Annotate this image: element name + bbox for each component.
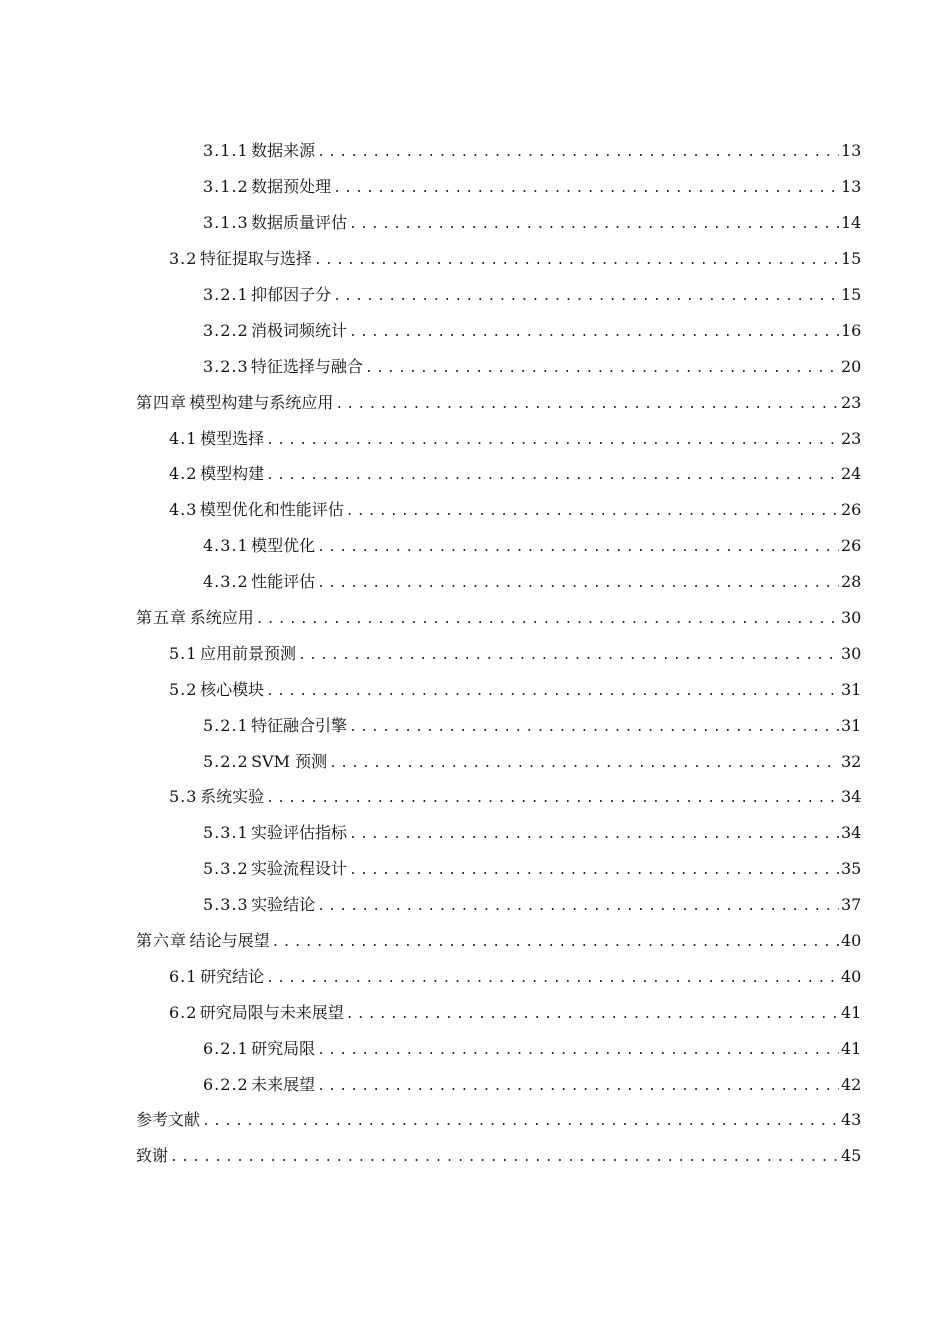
toc-entry-title: 参考文献 [136,1110,201,1130]
toc-entry-row [169,426,862,449]
toc-entry-title: 数据来源 [251,141,316,161]
toc-dot-leader [333,181,839,196]
toc-entry-page-number: 26 [841,500,862,520]
toc-entry[interactable] [0,670,950,706]
toc-dot-leader [349,325,839,340]
toc-entry-page-number: 26 [841,536,862,556]
toc-entry-title: 模型优化 [251,536,316,556]
toc-entry-page-number: 30 [841,643,862,663]
toc-entry-page-number: 41 [841,1038,862,1058]
toc-entry-page-number: 45 [841,1146,862,1166]
toc-entry[interactable] [0,419,950,455]
toc-entry-number: 4.3 [169,500,198,520]
toc-entry-title: 数据预处理 [251,177,332,197]
toc-entry-row [136,928,862,951]
toc-dot-leader [256,612,839,627]
toc-dot-leader [266,684,839,699]
toc-dot-leader [317,1079,839,1094]
toc-entry-number: 5.2 [169,679,198,699]
toc-entry-title: SVM 预测 [251,751,328,771]
toc-entry[interactable] [0,563,950,599]
toc-entry-title: 特征融合引擎 [250,715,347,735]
toc-entry-row [169,461,862,484]
toc-entry-title: 数据质量评估 [250,213,347,233]
toc-entry-number: 4.1 [169,428,198,448]
toc-entry[interactable] [0,491,950,527]
toc-dot-leader [202,1114,839,1129]
toc-dot-leader [329,756,839,771]
toc-entry[interactable] [0,634,950,670]
toc-entry-row [169,246,862,269]
toc-entry-title: 结论与展望 [189,931,270,951]
toc-entry[interactable] [0,383,950,419]
toc-entry-number: 5.3.3 [203,895,249,915]
toc-dot-leader [346,1007,839,1022]
toc-entry-row [169,964,862,987]
toc-entry[interactable] [0,706,950,742]
toc-entry-title: 未来展望 [251,1074,316,1094]
toc-entry-page-number: 40 [841,966,862,986]
toc-entry-title: 系统应用 [189,608,254,628]
toc-entry-row [169,497,862,520]
toc-dot-leader [317,1043,839,1058]
toc-dot-leader [349,863,839,878]
toc-entry-page-number: 16 [841,320,862,340]
toc-entry-row [203,749,862,772]
toc-entry[interactable] [0,1029,950,1065]
toc-entry[interactable] [0,778,950,814]
toc-entry-page-number: 31 [841,715,862,735]
toc-entry-row [136,1107,862,1130]
toc-entry-page-number: 40 [841,931,862,951]
toc-entry[interactable] [0,276,950,312]
toc-dot-leader [170,1150,839,1165]
toc-dot-leader [266,433,839,448]
toc-entry-title: 抑郁因子分 [251,285,332,304]
toc-entry-number: 6.1 [169,966,198,986]
toc-entry-row [203,174,862,197]
toc-entry-title: 特征选择与融合 [250,356,363,376]
toc-entry-title: 模型构建与系统应用 [189,392,334,412]
toc-entry-number: 5.2.1 [203,715,249,735]
toc-entry-number: 3.2.1 [203,285,249,304]
toc-entry[interactable] [0,599,950,635]
toc-entry-title: 消极词频统计 [250,320,347,340]
toc-entry-row [203,533,862,556]
toc-entry-number: 5.3.1 [203,823,249,843]
toc-entry-row [203,892,862,915]
toc-entry-title: 实验流程设计 [250,859,347,879]
toc-entry-page-number: 31 [841,679,862,699]
toc-entry-row [203,138,862,161]
toc-entry-number: 5.2.2 [203,751,249,771]
toc-entry-row [203,282,862,305]
toc-entry[interactable] [0,1065,950,1101]
toc-entry[interactable] [0,850,950,886]
toc-dot-leader [317,540,839,555]
toc-entry-page-number: 15 [840,249,862,269]
toc-entry-number: 3.1.2 [203,177,249,197]
toc-entry-number: 3.2 [169,249,198,269]
toc-entry-title: 核心模块 [200,679,265,699]
toc-dot-leader [266,468,839,483]
toc-entry-row [169,1000,862,1023]
toc-entry-row [169,641,862,664]
toc-entry-title: 模型构建 [200,464,265,484]
toc-entry-number: 6.2.2 [203,1074,249,1094]
toc-entry-row [203,1072,862,1095]
toc-dot-leader [317,576,839,591]
toc-entry-page-number: 30 [841,608,862,628]
toc-entry-title: 性能评估 [251,572,316,592]
toc-entry[interactable] [0,922,950,958]
toc-entry-number: 5.1 [169,643,198,663]
toc-entry-number: 5.3 [169,787,198,807]
toc-entry[interactable] [0,168,950,204]
table-of-contents [0,132,950,1173]
toc-entry-number: 6.2 [169,1002,198,1022]
toc-dot-leader [346,504,839,519]
toc-entry-number: 3.1.1 [203,141,249,161]
toc-entry-number: 3.2.3 [203,356,249,376]
toc-entry-number: 3.1.3 [203,213,249,233]
toc-entry-page-number: 42 [841,1074,862,1094]
toc-entry-row [136,390,862,413]
toc-entry[interactable] [0,132,950,168]
toc-entry-row [203,354,862,377]
toc-entry-title: 特征提取与选择 [199,249,312,269]
toc-entry-number: 5.3.2 [203,859,249,879]
toc-entry-row [203,210,862,233]
toc-entry-row [169,784,862,807]
toc-entry-page-number: 37 [841,895,862,915]
toc-entry-page-number: 20 [841,356,862,376]
toc-entry-page-number: 32 [841,751,862,771]
toc-entry-number: 6.2.1 [203,1038,249,1058]
toc-dot-leader [333,289,839,304]
toc-entry-title: 致谢 [136,1146,169,1166]
toc-entry-number: 第四章 [136,392,188,412]
toc-entry[interactable] [0,347,950,383]
toc-dot-leader [317,145,839,160]
toc-dot-leader [335,397,839,412]
toc-dot-leader [317,899,839,914]
toc-entry-page-number: 43 [841,1110,862,1130]
toc-entry-page-number: 15 [841,285,862,304]
toc-entry-row [203,1036,862,1059]
toc-entry-title: 模型选择 [200,428,265,448]
toc-dot-leader [349,720,839,735]
toc-entry[interactable] [0,993,950,1029]
toc-entry-page-number: 24 [841,464,862,484]
toc-entry-title: 实验评估指标 [250,823,347,843]
toc-entry-row [203,856,862,879]
toc-dot-leader [272,935,839,950]
toc-entry-title: 应用前景预测 [199,643,296,663]
toc-entry[interactable] [0,204,950,240]
toc-entry-row [169,677,862,700]
toc-entry-page-number: 13 [841,141,862,161]
toc-entry-row [136,1143,862,1166]
toc-entry-row [203,569,862,592]
toc-entry[interactable] [0,957,950,993]
toc-dot-leader [365,361,839,376]
toc-entry-row [203,318,862,341]
toc-dot-leader [314,253,839,268]
toc-entry-number: 第六章 [136,931,188,951]
toc-entry[interactable] [0,527,950,563]
toc-entry-page-number: 14 [841,213,862,233]
toc-entry-row [136,605,862,628]
toc-entry-row [203,713,862,736]
toc-entry-page-number: 35 [841,859,862,879]
toc-entry-title: 系统实验 [200,787,265,807]
toc-entry-page-number: 28 [841,572,862,592]
toc-dot-leader [298,648,839,663]
toc-entry-page-number: 23 [841,392,862,412]
toc-entry-title: 实验结论 [251,895,316,915]
toc-entry-row [203,820,862,843]
toc-entry-title: 研究局限 [251,1038,316,1058]
toc-entry-title: 模型优化和性能评估 [199,500,344,520]
toc-entry-page-number: 23 [841,428,862,448]
toc-dot-leader [349,827,839,842]
toc-entry-title: 研究局限与未来展望 [199,1002,344,1022]
toc-entry-number: 4.3.1 [203,536,249,556]
toc-dot-leader [266,971,839,986]
toc-entry-title: 研究结论 [200,966,265,986]
toc-entry[interactable] [0,455,950,491]
toc-entry[interactable] [0,1137,950,1173]
toc-entry-page-number: 41 [841,1002,862,1022]
toc-entry[interactable] [0,1101,950,1137]
toc-entry-page-number: 34 [841,787,862,807]
toc-entry-number: 第五章 [136,608,188,628]
toc-entry[interactable] [0,886,950,922]
toc-entry-page-number: 13 [841,177,862,197]
toc-entry[interactable] [0,742,950,778]
toc-dot-leader [349,217,839,232]
toc-entry-number: 4.3.2 [203,572,249,592]
toc-entry[interactable] [0,240,950,276]
toc-entry-number: 4.2 [169,464,198,484]
toc-dot-leader [266,791,839,806]
toc-entry-page-number: 34 [841,823,862,843]
toc-entry-number: 3.2.2 [203,320,249,340]
toc-entry[interactable] [0,311,950,347]
toc-entry[interactable] [0,814,950,850]
